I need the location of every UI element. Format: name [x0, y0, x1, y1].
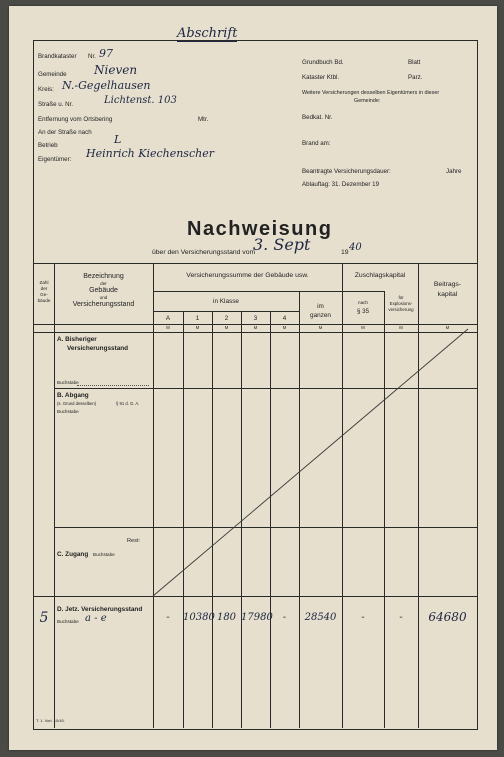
section-c-buchstabe: Buchstabe: [93, 552, 115, 557]
class-2-header: 2: [224, 315, 229, 322]
class-1-header: 1: [195, 315, 200, 322]
grundbuch-label: Grundbuch Bd.: [302, 59, 344, 66]
brandkataster-value: 97: [99, 47, 113, 60]
betrieb-value: L: [114, 133, 122, 146]
section-b-note: (s. Grund desselben): [57, 401, 97, 406]
section-b-title: B. Abgang: [57, 392, 89, 399]
in-klasse-label: in Klasse: [213, 298, 239, 305]
entfernung-unit: Mtr.: [198, 116, 209, 123]
date-handwritten: 3. Sept: [253, 235, 311, 254]
section-c-title: C. Zugang: [57, 551, 89, 558]
eigentuemer-value: Heinrich Kiechenscher: [86, 147, 214, 160]
section-b-buchstabe: Buchstabe: [57, 409, 79, 414]
gemeinde-value: Nieven: [94, 63, 138, 77]
rest-label: Rest:: [127, 538, 141, 544]
section-a-title: A. Bisheriger: [57, 336, 97, 343]
section-d-buchstabe: Buchstabe: [57, 619, 79, 624]
page-title: Nachweisung: [187, 218, 333, 240]
unit-cell: M: [195, 325, 200, 330]
year-handwritten: 40: [349, 242, 362, 253]
class-4-header: 4: [282, 315, 287, 322]
footer-print-mark: T. 1. Vorl. 10/40.: [36, 718, 65, 723]
section-d-title: D. Jetz. Versicherungsstand: [57, 606, 143, 613]
brandkataster-label: Brandkataster: [38, 53, 77, 60]
weitere-line1: Weitere Versicherungen desselben Eigentümers in dieser: [302, 90, 440, 96]
section-a-subtitle: Versicherungsstand: [67, 345, 129, 352]
diagonal-strike: [9, 6, 497, 750]
row-d-class-1: 10380: [183, 612, 215, 623]
entfernung-label: Entfernung vom Ortsbering: [38, 116, 113, 123]
unit-cell: M: [253, 325, 258, 330]
row-d-class-2: 180: [216, 612, 237, 623]
row-d-class-a: -: [166, 612, 170, 623]
row-d-class-4: -: [282, 612, 287, 623]
subtitle-prefix: über den Versicherungsstand vom: [152, 249, 256, 256]
explosion-header: für Explosions- versicherung: [388, 295, 414, 312]
unit-cell: M: [282, 325, 287, 330]
unit-cell: M: [166, 325, 170, 330]
document-sheet: [9, 6, 497, 750]
betrieb-label: Betrieb: [38, 142, 58, 149]
unit-cell: M: [318, 325, 323, 330]
kataster-label: Kataster Ktbl.: [302, 74, 340, 81]
blatt-label: Blatt: [408, 59, 421, 66]
group-zuschlag: Zuschlagskapital: [354, 272, 406, 279]
row-d-buchstabe-value: a - e: [85, 613, 107, 624]
im-ganzen-header: im ganzen: [310, 303, 331, 319]
row-d-nach-35: -: [361, 612, 365, 623]
year-prefix: 19: [341, 249, 349, 256]
brand-am-label: Brand am:: [302, 140, 331, 147]
group-versicherungssumme: Versicherungssumme der Gebäude usw.: [186, 272, 309, 279]
bedkat-label: Bedkat. Nr.: [302, 114, 333, 121]
paragraph-35-label: § 35: [356, 308, 370, 315]
unit-cell: M: [445, 325, 450, 330]
row-d-class-3: 17980: [241, 612, 273, 623]
row-d-beitrag: 64680: [428, 610, 467, 624]
nach-label: nach: [358, 300, 368, 305]
weitere-line2: Gemeinde:: [354, 98, 381, 104]
beitrag-header: Beitrags- kapital: [433, 281, 462, 298]
brandkataster-nr-label: Nr.: [88, 53, 96, 60]
eigentuemer-label: Eigentümer:: [38, 156, 72, 163]
jahre-label: Jahre: [446, 168, 462, 175]
row-d-explosion: -: [399, 612, 403, 623]
class-3-header: 3: [253, 315, 258, 322]
strasse-value: Lichtenst. 103: [104, 95, 177, 106]
col-zahl-header: Zahl der Ge- bäude: [37, 280, 51, 303]
class-a-header: A: [165, 315, 171, 322]
stamp-annotation: Abschrift: [177, 26, 238, 41]
col-bezeichnung-header: Bezeichnung der Gebäude und Versicherungsstand: [72, 273, 135, 308]
row-d-im-ganzen: 28540: [304, 612, 337, 623]
ablauftag-label: Ablauftag: 31. Dezember 19: [302, 181, 380, 188]
dauer-label: Beantragte Versicherungsdauer:: [302, 168, 391, 175]
unit-cell: M: [224, 325, 229, 330]
section-a-buchstabe: Buchstabe: [57, 380, 79, 385]
strasse-label: Straße u. Nr.: [38, 101, 74, 108]
an-der-strasse-label: An der Straße nach: [38, 129, 92, 136]
row-d-zahl: 5: [39, 610, 49, 626]
unit-cell: M: [361, 325, 365, 330]
kreis-value: N.-Gegelhausen: [62, 79, 151, 92]
parz-label: Parz.: [408, 74, 423, 81]
section-b-paragraph: § 91 d. G. A.: [116, 401, 140, 406]
gemeinde-label: Gemeinde: [38, 71, 67, 78]
unit-cell: M: [399, 325, 403, 330]
kreis-label: Kreis:: [38, 86, 54, 93]
